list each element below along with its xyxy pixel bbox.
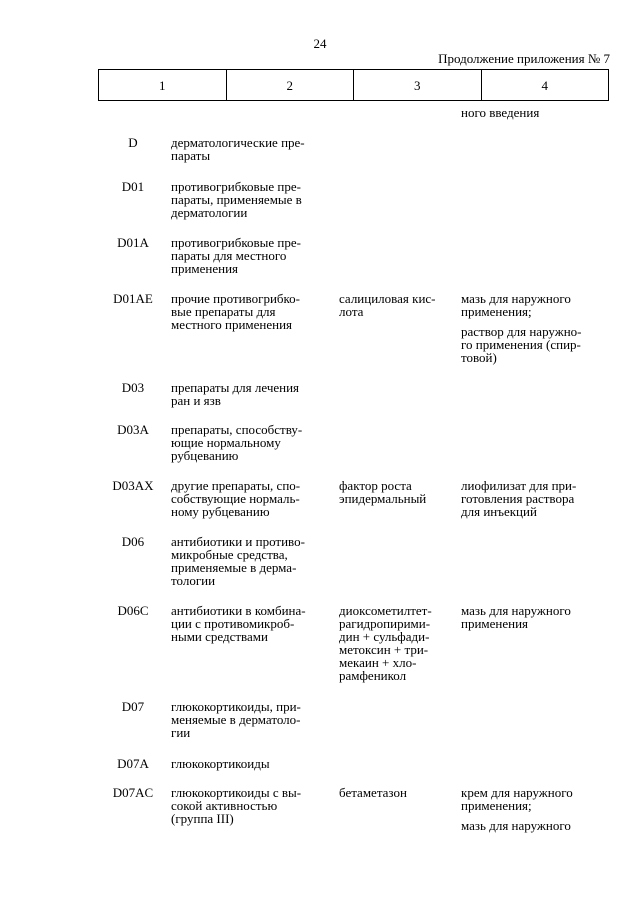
- group-name: прочие противогрибко- вые препараты для местного применения: [171, 291, 300, 332]
- drug-name: салициловая кис- лота: [339, 291, 436, 319]
- atc-code: D01A: [117, 235, 149, 250]
- atc-code: D06C: [117, 603, 149, 618]
- atc-code: D06: [121, 534, 145, 549]
- header-col-2: 2: [226, 70, 354, 101]
- group-name: глюкокортикоиды, при- меняемые в дерматоло- гии: [171, 699, 301, 740]
- group-name: глюкокортикоиды с вы- сокой активностью (группа III): [171, 785, 302, 826]
- atc-code: D: [128, 135, 138, 150]
- drug-name: фактор роста эпидермальный: [339, 478, 427, 506]
- atc-code: D03AX: [112, 478, 154, 493]
- dosage-form: раствор для наружно- го применения (спир- товой): [461, 324, 582, 365]
- atc-code: D07A: [117, 756, 149, 771]
- group-name: противогрибковые пре- параты, применяемые в дерматологии: [171, 179, 302, 220]
- atc-code: D01AE: [113, 291, 153, 306]
- group-name: препараты для лечения ран и язв: [171, 380, 300, 408]
- group-name: другие препараты, спо- собствующие нормаль- ному рубцеванию: [171, 478, 301, 519]
- dosage-form: мазь для наружного: [461, 818, 571, 833]
- atc-code: D07: [121, 699, 145, 714]
- dosage-form: мазь для наружного применения;: [461, 291, 571, 319]
- continuation-note: Продолжение приложения № 7: [438, 51, 610, 66]
- page-number: 24: [313, 36, 327, 51]
- dosage-form: мазь для наружного применения: [461, 603, 571, 631]
- group-name: дерматологические пре- параты: [171, 135, 305, 163]
- dosage-forms: [461, 786, 611, 832]
- group-name: антибиотики в комбина- ции с противомикроб- ными средствами: [171, 603, 306, 644]
- header-col-4: 4: [481, 70, 609, 101]
- group-name: антибиотики и противо- микробные средства, применяемые в дерма- тологии: [171, 534, 305, 588]
- atc-code: D03: [121, 380, 145, 395]
- group-name: глюкокортикоиды: [171, 756, 270, 771]
- header-col-3: 3: [354, 70, 482, 101]
- atc-code: D01: [121, 179, 145, 194]
- atc-code: D07AC: [112, 785, 154, 800]
- table-header: [98, 69, 609, 101]
- dosage-form: лиофилизат для при- готовления раствора для инъекций: [461, 478, 577, 519]
- dosage-form: крем для наружного применения;: [461, 785, 573, 813]
- dosage-form: ного введения: [461, 105, 540, 120]
- header-col-1: 1: [99, 70, 227, 101]
- group-name: противогрибковые пре- параты для местного применения: [171, 235, 301, 276]
- atc-code: D03A: [117, 422, 149, 437]
- group-name: препараты, способству- ющие нормальному рубцеванию: [171, 422, 303, 463]
- drug-name: бетаметазон: [339, 785, 407, 800]
- drug-name: диоксометилтет- рагидропирими- дин + сульфади- метоксин + три- мекаин + хло- рамфеникол: [339, 603, 432, 683]
- dosage-forms: [461, 292, 611, 364]
